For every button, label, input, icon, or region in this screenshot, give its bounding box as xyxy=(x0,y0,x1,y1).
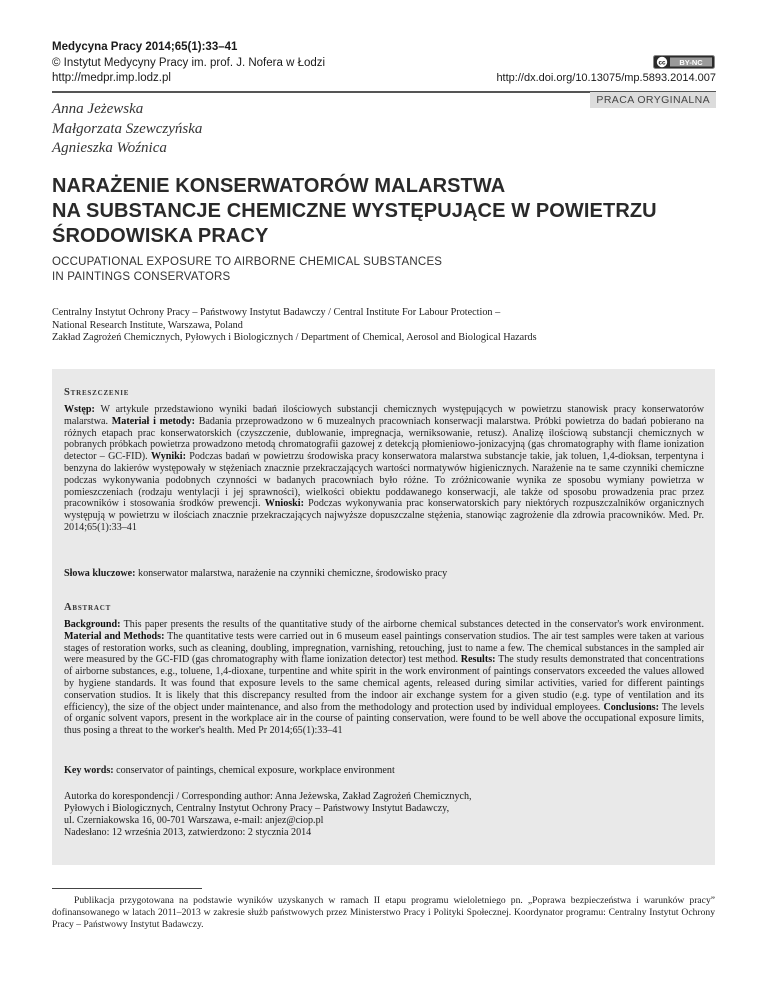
correspondence xyxy=(64,791,704,839)
journal-citation: Medycyna Pracy 2014;65(1):33–41 xyxy=(52,41,238,53)
abstract-heading: Abstract xyxy=(64,602,112,613)
label: Materiał i metody: xyxy=(111,415,195,427)
paragraph: This paper presents the results of the quantitative study of the airborne chemical substances detected in the conservator's work environment. xyxy=(123,619,704,630)
label: Conclusions: xyxy=(603,701,659,713)
author-list xyxy=(52,100,202,159)
journal-url[interactable]: http://medpr.imp.lodz.pl xyxy=(52,72,171,84)
journal-header xyxy=(52,40,325,87)
paragraph: Podczas wykonywania prac konserwatorskich pary niektórych rozpuszczalników organicznych występują w powietrzu w ilościach znacznie przekraczających najwyższe dopuszczalne stężenia, stanowiąc zagrożenie dla zdrowia pracowników. Med. Pr. 2014;65(1):33–41 xyxy=(64,498,704,533)
affiliation-line: Centralny Instytut Ochrony Pracy – Państwowy Instytut Badawczy / Central Institute For Labour Protection – xyxy=(52,307,501,318)
keywords-en xyxy=(64,765,704,777)
correspondence-line: ul. Czerniakowska 16, 00-701 Warszawa, e-mail: anjez@ciop.pl xyxy=(64,815,324,826)
abstract-text xyxy=(64,619,704,737)
footnote: Publikacja przygotowana na podstawie wyników uzyskanych w ramach II etapu programu wieloletniego pn. „Poprawa bezpieczeństwa i warunków pracy” dofinansowanego w latach 2011–2013 w zakresie służb państwowych przez Ministerstwo Pracy i Polityki Społecznej. Koordynator programu: Centralny Instytut Ochrony Pracy – Państwowy Instytut Badawczy. xyxy=(52,895,715,930)
title-line: ŚRODOWISKA PRACY xyxy=(52,225,269,247)
correspondence-line: Pyłowych i Biologicznych, Centralny Instytut Ochrony Pracy – Państwowy Instytut Badawczy, xyxy=(64,803,450,814)
title-line: NA SUBSTANCJE CHEMICZNE WYSTĘPUJĄCE W POWIETRZU xyxy=(52,200,657,222)
footnote-rule xyxy=(52,888,202,889)
author: Agnieszka Woźnica xyxy=(52,140,167,156)
cc-license-badge xyxy=(653,55,715,69)
paragraph: The levels of organic solvent vapors, present in the workplace air in the course of painting conservation, were found to be well above the occupational exposure limits, thus posing a threat to the worker's health. Med Pr 2014;65(1):33–41 xyxy=(64,701,705,737)
title-polish xyxy=(52,174,692,249)
publisher: © Instytut Medycyny Pracy im. prof. J. Nofera w Łodzi xyxy=(52,56,326,69)
label: Słowa kluczowe: xyxy=(64,568,136,579)
label: Wnioski: xyxy=(264,498,304,510)
label: Material and Methods: xyxy=(64,630,165,642)
paragraph: Podczas badań w powietrzu środowiska pracy konserwatora malarstwa substancje takie, jak toluen, 1,4-dioksan, terpentyna i benzyna do lakierów występowały w stężeniach znacznie przekraczających wartości normatywów higienicznych. Narażenie na te same czynniki chemiczne podczas wykonywania podobnych czynności w badanych pracowniach było różne. To zróżnicowanie wynika ze sposobu wymiany powietrza w pomieszczeniach (rodzaju wentylacji i jej sprawności), wielkości obiektu poddawanego konserwacji, ale także od sposobu prowadzenia prac przez pracowników i stosowania środków prewencji. xyxy=(64,451,704,510)
title-line: OCCUPATIONAL EXPOSURE TO AIRBORNE CHEMICAL SUBSTANCES xyxy=(52,256,443,268)
label: Wstęp: xyxy=(64,404,95,415)
paragraph: Badania przeprowadzono w 6 muzealnych pracowniach konserwacji malarstwa. Próbki powietrza do badań pobierano na różnych etapach prac konserwatorskich (czyszczenie, dublowanie, impregnacja, werniksowanie, retusz). Analizę ilościową substancji chemicznych w pobranych próbkach powietrza prowadzono metodą chromatografii gazowej z detekcją płomieniowo-jonizacyjną (gas chromatography with flame ionization detector – GC-FID). xyxy=(64,415,704,463)
streszczenie-text xyxy=(64,404,704,534)
keywords-text: conservator of paintings, chemical exposure, workplace environment xyxy=(116,765,395,776)
cc-text: cc xyxy=(658,59,666,67)
author: Anna Jeżewska xyxy=(52,101,144,117)
by-nc-text: BY-NC xyxy=(679,58,703,67)
abstract-box xyxy=(52,369,715,865)
author: Małgorzata Szewczyńska xyxy=(52,120,203,137)
affiliations xyxy=(52,307,732,345)
label: Results: xyxy=(460,654,496,666)
label: Background: xyxy=(64,619,121,630)
correspondence-line: Nadesłano: 12 września 2013, zatwierdzono: 2 stycznia 2014 xyxy=(64,827,312,838)
label: Wyniki: xyxy=(150,451,186,463)
correspondence-line: Autorka do korespondencji / Corresponding author: Anna Jeżewska, Zakład Zagrożeń Chemicznych, xyxy=(64,791,472,802)
title-english xyxy=(52,255,692,285)
paper-type-badge: PRACA ORYGINALNA xyxy=(590,92,716,108)
label: Key words: xyxy=(64,765,114,776)
keywords-text: konserwator malarstwa, narażenie na czynniki chemiczne, środowisko pracy xyxy=(138,568,448,579)
title-line: NARAŻENIE KONSERWATORÓW MALARSTWA xyxy=(52,175,506,197)
streszczenie-heading: Streszczenie xyxy=(64,387,130,398)
keywords-pl xyxy=(64,568,704,580)
paragraph: The study results demonstrated that concentrations of airborne substances, e.g., toluene, 1,4-dioxane, turpentine and white spirit in the work environment of paintings conservators exceeded the values allowed by hygiene standards. It was found that exposure levels to the same chemical agents, released during similar activities, varied for different paintings conservation studios. It is likely that this discrepancy resulted from the indoor air exchange system for a given studio (e.g. type of ventilation and its efficiency), the size of the object under maintenance, and also from the methodology and protection used by individual employees. xyxy=(64,654,704,713)
paragraph: W artykule przedstawiono wyniki badań ilościowych substancji chemicznych występujących w powietrzu stanowisk pracy konserwatorów malarstwa. xyxy=(64,404,705,427)
affiliation-line: Zakład Zagrożeń Chemicznych, Pyłowych i Biologicznych / Department of Chemical, Aerosol and Biological Hazards xyxy=(52,332,537,343)
title-line: IN PAINTINGS CONSERVATORS xyxy=(52,271,231,283)
doi-link[interactable]: http://dx.doi.org/10.13075/mp.5893.2014.007 xyxy=(496,72,716,84)
paragraph: The quantitative tests were carried out in 6 museum easel paintings conservation studios. The air test samples were taken at various stages of restoration works, such as cleaning, doubling, impregnation, varnishing, retouching, just to name a few. The chemical substances in the sampled air were measured by the GC-FID (gas chromatography with flame ionization detector) test method. xyxy=(64,630,704,666)
affiliation-line: National Research Institute, Warszawa, Poland xyxy=(52,319,243,331)
